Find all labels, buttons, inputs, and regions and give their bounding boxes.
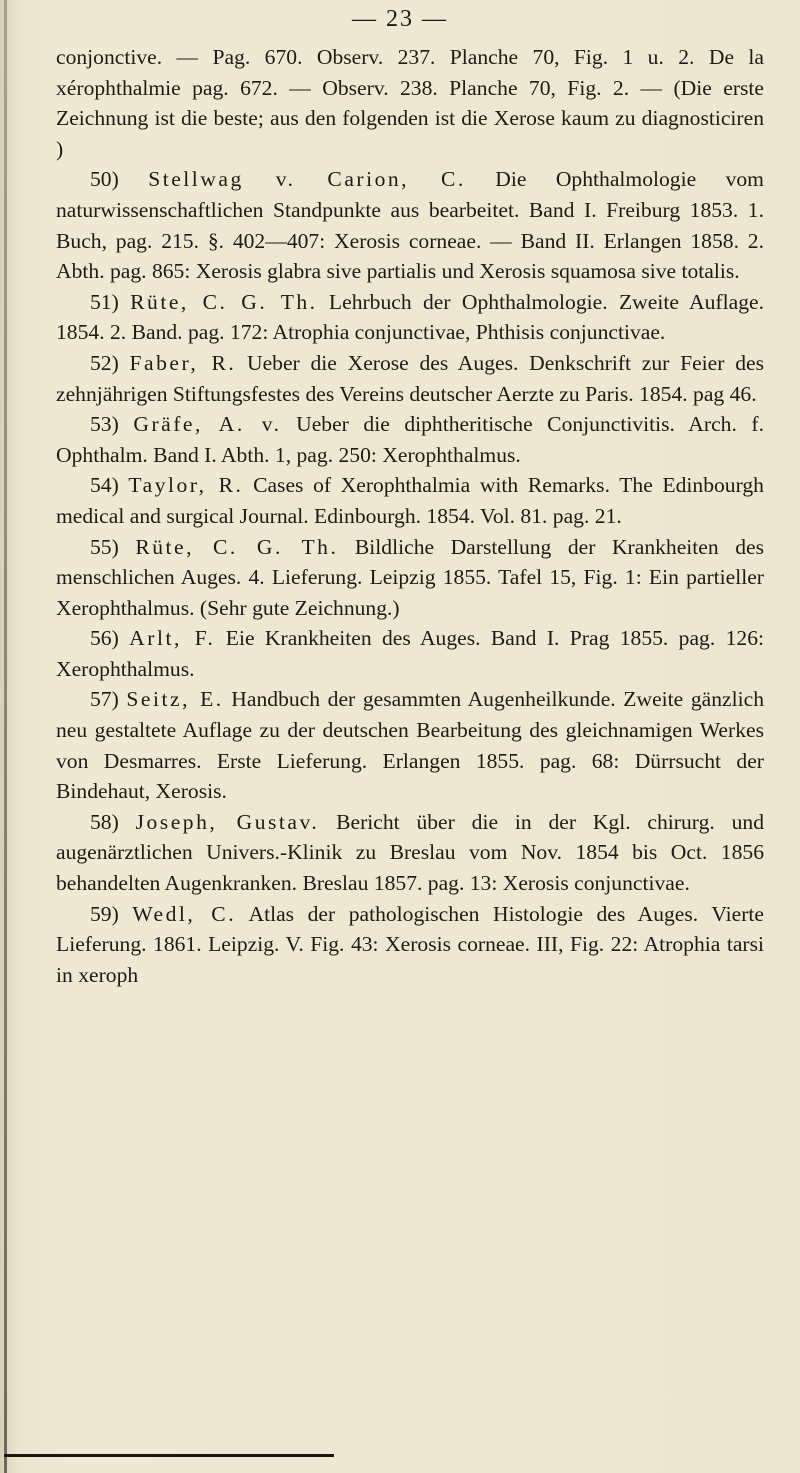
- entry-author: Seitz, E.: [126, 687, 224, 712]
- entry-text: Bericht über die in der Kgl. chirurg. und augenärztlichen Univers.-Klinik zu Breslau vom Nov. 1854 bis Oct. 1856 behandelten Augenkranken. Breslau 1857. pag. 13: Xerosis conjunctivae.: [56, 809, 764, 896]
- bibliography-entry: [56, 409, 764, 470]
- bibliography-entry: [56, 287, 764, 348]
- page-header: — 23 —: [352, 6, 448, 32]
- entry-author: Rüte, C. G. Th.: [135, 534, 339, 559]
- entry-author: Arlt, F.: [129, 626, 216, 651]
- bibliography-entry: [56, 684, 764, 806]
- bibliography-entry: [56, 348, 764, 409]
- entry-author: Rüte, C. G. Th.: [130, 289, 318, 314]
- entry-text: Atlas der pathologischen Histologie des Auges. Vierte Lieferung. 1861. Leipzig. V. Fig. 43: Xerosis corneae. III, Fig. 22: Atrophia tarsi in xeroph: [56, 901, 764, 987]
- entry-text: Eie Krankheiten des Auges. Band I. Prag 1855. pag. 126: Xerophthalmus.: [56, 626, 765, 681]
- entry-text: Bildliche Darstellung der Krankheiten des menschlichen Auges. 4. Lieferung. Leipzig 1855. Tafel 15, Fig. 1: Ein partieller Xerophthalmus. (Sehr gute Zeichnung.): [56, 534, 764, 620]
- entry-author: Faber, R.: [129, 350, 237, 375]
- entry-text: Lehrbuch der Ophthalmologie. Zweite Auflage. 1854. 2. Band. pag. 172: Atrophia conjunctivae, Phthisis conjunctivae.: [56, 289, 764, 345]
- bibliography-entry: [56, 164, 764, 286]
- entry-text: Ueber die diphtheritische Conjunctivitis. Arch. f. Ophthalm. Band I. Abth. 1, pag. 250: Xerophthalmus.: [56, 412, 764, 467]
- entry-number: 53): [90, 412, 119, 437]
- entry-number: 54): [90, 473, 119, 498]
- entry-author: Joseph, Gustav.: [135, 809, 320, 834]
- entry-number: 50): [90, 167, 119, 192]
- entry-author: Stellwag v. Carion, C.: [148, 167, 466, 192]
- bibliography-entry: [56, 470, 764, 531]
- entry-text: Die Ophthalmologie vom naturwissenschaftlichen Standpunkte aus bearbeitet. Band I. Freiburg 1853. 1. Buch, pag. 215. §. 402—407: Xerosis corneae. — Band II. Erlangen 1858. 2. Abth. pag. 865: Xerosis glabra sive partialis und Xerosis squamosa sive totalis.: [56, 167, 764, 284]
- entry-number: 59): [90, 901, 119, 926]
- bibliography-entry: [56, 807, 764, 899]
- entry-author: Wedl, C.: [132, 901, 237, 926]
- entry-number: 56): [90, 626, 119, 651]
- bibliography-entry: [56, 532, 764, 624]
- bibliography-entry: [56, 899, 764, 991]
- entry-number: 52): [90, 350, 119, 375]
- entry-text: Ueber die Xerose des Auges. Denkschrift zur Feier des zehnjährigen Stiftungsfestes des Vereins deutscher Aerzte zu Paris. 1854. pag 46.: [56, 350, 764, 406]
- entry-number: 57): [90, 687, 119, 712]
- entry-text: Cases of Xerophthalmia with Remarks. The Edinbourgh medical and surgical Journal. Edinbourgh. 1854. Vol. 81. pag. 21.: [56, 473, 764, 528]
- page-edge-rule: [4, 1454, 334, 1457]
- bibliography-text: [56, 42, 764, 990]
- entry-text: Handbuch der gesammten Augenheilkunde. Zweite gänzlich neu gestaltete Auflage zu der deutschen Bearbeitung des gleichnamigen Werkes von Desmarres. Erste Lieferung. Erlangen 1855. pag. 68: Dürrsucht der Bindehaut, Xerosis.: [56, 687, 764, 804]
- entry-number: 51): [90, 289, 119, 314]
- binding-gutter-shadow: [4, 0, 7, 1473]
- entry-author: Taylor, R.: [128, 473, 244, 498]
- entry-number: 55): [90, 534, 119, 559]
- entry-author: Gräfe, A. v.: [133, 412, 282, 437]
- entry-number: 58): [90, 809, 119, 834]
- bibliography-entry: [56, 623, 764, 684]
- continuation-paragraph: conjonctive. — Pag. 670. Observ. 237. Planche 70, Fig. 1 u. 2. De la xérophthalmie pag. 672. — Observ. 238. Planche 70, Fig. 2. — (Die erste Zeichnung ist die beste; aus den folgenden ist die Xerose kaum zu diagnosticiren ): [56, 45, 764, 161]
